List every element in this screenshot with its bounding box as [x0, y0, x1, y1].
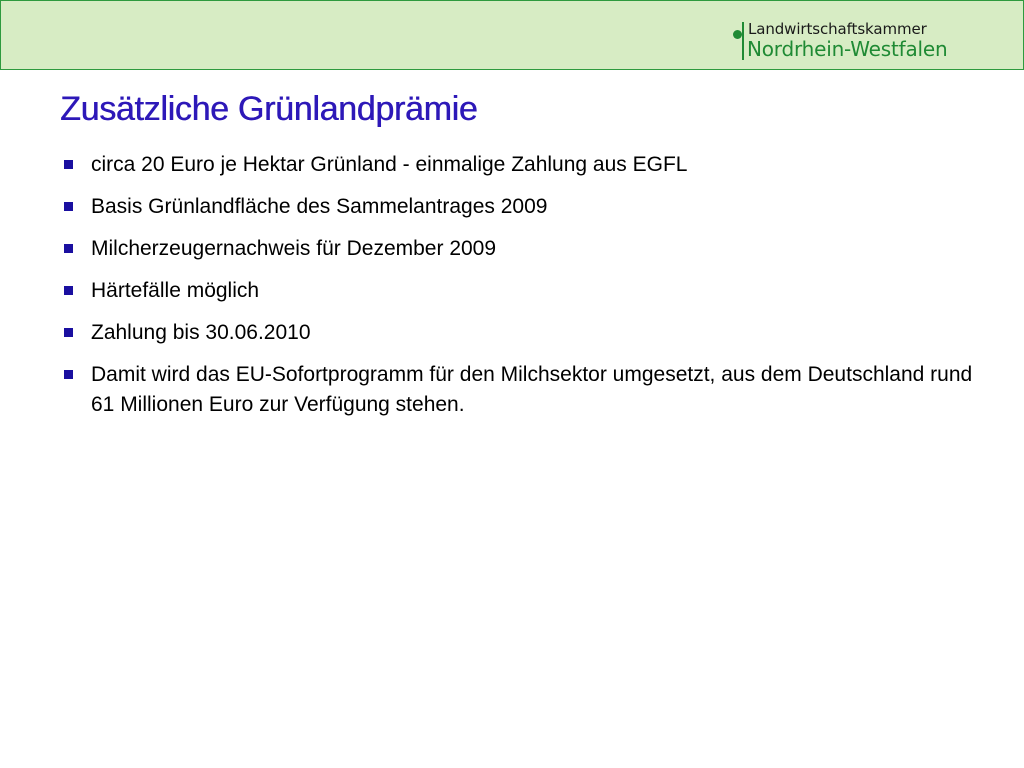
bullet-item: [60, 276, 980, 306]
logo-stem-icon: [742, 22, 744, 60]
bullet-text: circa 20 Euro je Hektar Grünland - einmalige Zahlung aus EGFL: [91, 153, 688, 176]
bullet-text: Damit wird das EU-Sofortprogramm für den Milchsektor umgesetzt, aus dem Deutschland rund 61 Millionen Euro zur Verfügung stehen.: [91, 363, 973, 416]
bullet-text: Basis Grünlandfläche des Sammelantrages 2009: [91, 195, 548, 218]
bullet-item: [60, 318, 980, 348]
square-bullet-icon: [64, 328, 73, 337]
square-bullet-icon: [64, 370, 73, 379]
bullet-item: [60, 234, 980, 264]
logo-line-2: Nordrhein-Westfalen: [747, 37, 948, 61]
slide-title: Zusätzliche Grünlandprämie: [60, 90, 478, 128]
header-band: [0, 0, 1024, 70]
bullet-list: [60, 150, 980, 432]
bullet-text: Zahlung bis 30.06.2010: [91, 321, 311, 344]
bullet-text: Milcherzeugernachweis für Dezember 2009: [91, 237, 497, 260]
square-bullet-icon: [64, 160, 73, 169]
square-bullet-icon: [64, 244, 73, 253]
organization-logo: [731, 18, 971, 62]
logo-line-1: Landwirtschaftskammer: [748, 20, 927, 38]
bullet-item: [60, 360, 980, 420]
logo-dot-icon: [733, 30, 742, 39]
bullet-text: Härtefälle möglich: [91, 279, 260, 302]
bullet-item: [60, 192, 980, 222]
square-bullet-icon: [64, 286, 73, 295]
bullet-item: [60, 150, 980, 180]
square-bullet-icon: [64, 202, 73, 211]
